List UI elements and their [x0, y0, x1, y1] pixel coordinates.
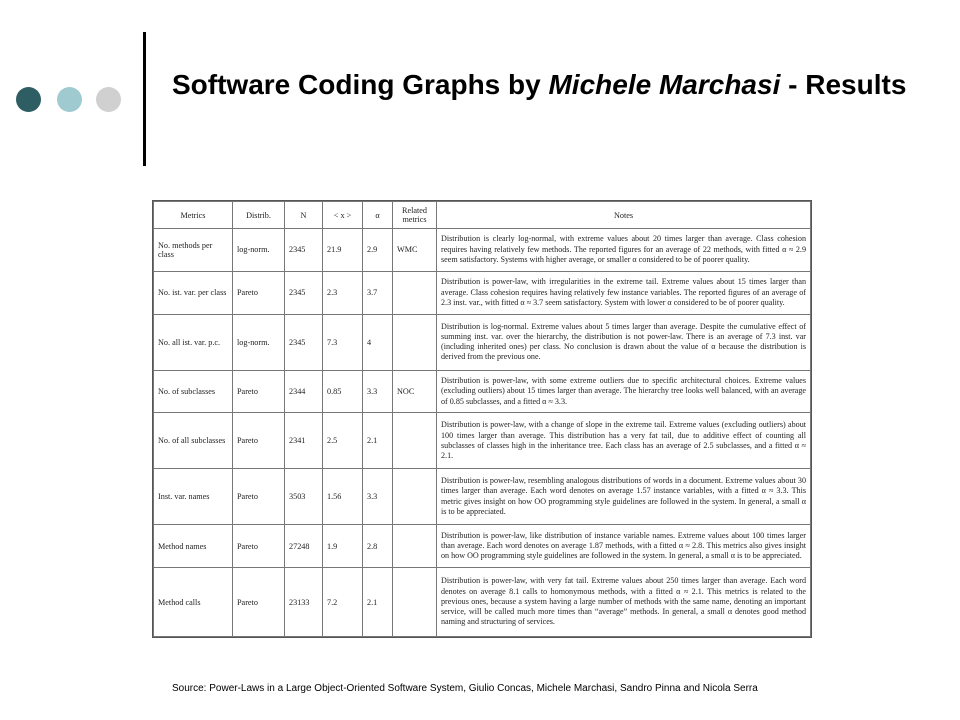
metric-cell: No. of all subclasses: [154, 413, 233, 469]
related-metrics-cell: NOC: [393, 370, 437, 413]
n-cell: 2345: [285, 229, 323, 272]
related-metrics-cell: [393, 413, 437, 469]
related-metrics-cell: WMC: [393, 229, 437, 272]
notes-cell: Distribution is clearly log-normal, with extreme values about 20 times larger than average. Class cohesion requires having relatively few methods. The reported figures for an average of 22 methods, with fitted α ≈ 2.9 seem satisfactory. Systems with higher average, or smaller α considered to be of poorer quality.: [437, 229, 811, 272]
mean-cell: 21.9: [323, 229, 363, 272]
results-table-image: [152, 200, 812, 638]
metric-cell: No. of subclasses: [154, 370, 233, 413]
results-table: [153, 201, 811, 637]
distrib-cell: Pareto: [233, 469, 285, 525]
metric-cell: Inst. var. names: [154, 469, 233, 525]
alpha-cell: 2.1: [363, 413, 393, 469]
distrib-cell: log-norm.: [233, 314, 285, 370]
n-cell: 23133: [285, 568, 323, 637]
alpha-cell: 4: [363, 314, 393, 370]
decor-dot-gray: [96, 87, 121, 112]
metric-cell: No. all ist. var. p.c.: [154, 314, 233, 370]
mean-cell: 1.9: [323, 525, 363, 568]
header-cell: Metrics: [154, 202, 233, 229]
alpha-cell: 3.3: [363, 469, 393, 525]
mean-cell: 1.56: [323, 469, 363, 525]
slide-title: [172, 66, 942, 104]
distrib-cell: Pareto: [233, 568, 285, 637]
n-cell: 2345: [285, 314, 323, 370]
header-cell: α: [363, 202, 393, 229]
table-row: [154, 370, 811, 413]
n-cell: 27248: [285, 525, 323, 568]
table-row: [154, 314, 811, 370]
title-suffix: - Results: [780, 69, 907, 100]
n-cell: 3503: [285, 469, 323, 525]
table-row: [154, 413, 811, 469]
header-cell: Related metrics: [393, 202, 437, 229]
table-row: [154, 525, 811, 568]
header-cell: Notes: [437, 202, 811, 229]
header-cell: < x >: [323, 202, 363, 229]
distrib-cell: Pareto: [233, 370, 285, 413]
notes-cell: Distribution is power-law, with a change of slope in the extreme tail. Extreme values (excluding outliers) about 100 times larger than average. This distribution has a very fat tail, due to additive effect of counting all subclasses of classes high in the inheritance tree. Each class has an average of 2.5 subclasses, and a fitted α ≈ 2.1.: [437, 413, 811, 469]
title-divider: [143, 32, 146, 166]
metric-cell: No. ist. var. per class: [154, 271, 233, 314]
mean-cell: 0.85: [323, 370, 363, 413]
table-row: [154, 469, 811, 525]
header-cell: Distrib.: [233, 202, 285, 229]
metric-cell: Method names: [154, 525, 233, 568]
table-row: [154, 568, 811, 637]
table-row: [154, 229, 811, 272]
metric-cell: Method calls: [154, 568, 233, 637]
alpha-cell: 3.3: [363, 370, 393, 413]
related-metrics-cell: [393, 314, 437, 370]
n-cell: 2344: [285, 370, 323, 413]
notes-cell: Distribution is power-law, like distribution of instance variable names. Extreme values about 100 times larger than average. Each word denotes on average 1.87 methods, with a fitted α ≈ 2.8. This metrics also gives insight on how OO programming style guidelines are followed in the system. In general, a small α is to be appreciated.: [437, 525, 811, 568]
table-row: [154, 271, 811, 314]
n-cell: 2341: [285, 413, 323, 469]
table-header-row: [154, 202, 811, 229]
n-cell: 2345: [285, 271, 323, 314]
alpha-cell: 2.9: [363, 229, 393, 272]
related-metrics-cell: [393, 271, 437, 314]
distrib-cell: Pareto: [233, 525, 285, 568]
distrib-cell: log-norm.: [233, 229, 285, 272]
mean-cell: 7.2: [323, 568, 363, 637]
notes-cell: Distribution is power-law, with irregularities in the extreme tail. Extreme values about 15 times larger than average. Class cohesion requires having relatively few instance variables. The reported figures of an average of 2.3 inst. var., with fitted α ≈ 3.7 seem satisfactory. System with lower α considered to be of poorer quality.: [437, 271, 811, 314]
alpha-cell: 2.1: [363, 568, 393, 637]
title-author: Michele Marchasi: [548, 69, 781, 100]
mean-cell: 2.3: [323, 271, 363, 314]
alpha-cell: 2.8: [363, 525, 393, 568]
notes-cell: Distribution is power-law, with very fat tail. Extreme values about 250 times larger than average. Each word denotes on average 8.1 calls to homonymous methods, with a fitted α ≈ 2.1. This metrics is related to the previous ones, because a system having a large number of methods with the same name, denoting an important service, will be called much more times than “average” methods. In general, a small α denotes good method naming and structuring of services.: [437, 568, 811, 637]
decor-dot-dark: [16, 87, 41, 112]
notes-cell: Distribution is power-law, resembling analogous distributions of words in a document. Extreme values about 30 times larger than average. Each word denotes on average 1.57 instance variables, with a fitted α ≈ 3.3. This metric gives insight on how OO programming style guidelines are followed in the system. In general, a small α is to be appreciated.: [437, 469, 811, 525]
related-metrics-cell: [393, 469, 437, 525]
distrib-cell: Pareto: [233, 413, 285, 469]
notes-cell: Distribution is log-normal. Extreme values about 5 times larger than average. Despite the cumulative effect of summing inst. var. over the hierarchy, the distribution is not power-law. There is an average of 7.3 inst. var (including inherited ones) per class. No conclusion is drawn about the value of α because the distribution is derived from the previous one.: [437, 314, 811, 370]
header-cell: N: [285, 202, 323, 229]
related-metrics-cell: [393, 525, 437, 568]
mean-cell: 2.5: [323, 413, 363, 469]
title-prefix: Software Coding Graphs by: [172, 69, 549, 100]
notes-cell: Distribution is power-law, with some extreme outliers due to specific architectural choices. Extreme values (excluding outliers) about 15 times larger than average. The hierarchy tree looks well balanced, with an average of 0.85 subclasses, and a fitted α ≈ 3.3.: [437, 370, 811, 413]
alpha-cell: 3.7: [363, 271, 393, 314]
related-metrics-cell: [393, 568, 437, 637]
decor-dot-light: [57, 87, 82, 112]
mean-cell: 7.3: [323, 314, 363, 370]
distrib-cell: Pareto: [233, 271, 285, 314]
metric-cell: No. methods per class: [154, 229, 233, 272]
source-citation: Source: Power-Laws in a Large Object-Oriented Software System, Giulio Concas, Michele Marchasi, Sandro Pinna and Nicola Serra: [172, 683, 758, 694]
